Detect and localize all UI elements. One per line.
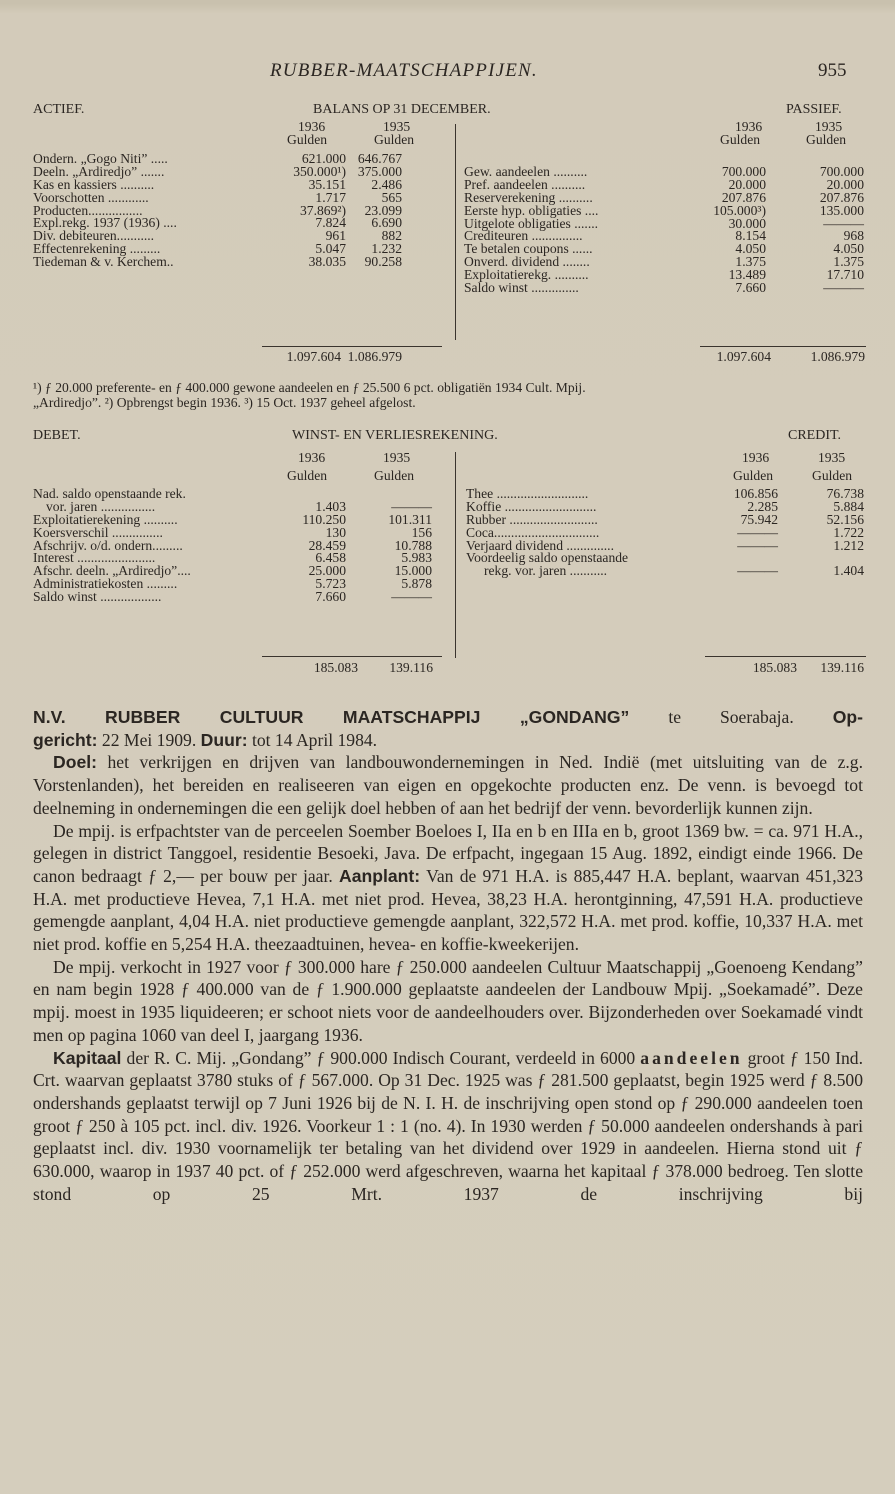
actief-labels — [33, 153, 177, 269]
debet-value-1935: 156 — [411, 524, 432, 540]
article-paragraph-founded: gericht: 22 Mei 1909. Duur: tot 14 April 1984. — [33, 729, 378, 750]
actief-label: Kas en kassiers .......... — [33, 176, 155, 192]
actief-value-1935: 375.000 — [357, 163, 402, 179]
article-paragraph-verkoop: De mpij. verkocht in 1927 voor ƒ 300.000 hare ƒ 250.000 aandeelen Cultuur Maatschappij „Goenoeng Kendang” en nam begin 1928 ƒ 400.000 van de ƒ 1.900.000 geplaatste aandeelen der Landbouw Mpij. „Soekamadé”. Deze mpij. moest in 1935 liquideeren; er schoot niets voor de aandeelhouders over. Bijzonderheden over Soekamadé vindt men op pagina 1060 van deel I, jaargang 1936. — [33, 956, 863, 1045]
balance-left-year2: 1935 — [383, 119, 411, 134]
passief-value-1935: ——— — [823, 215, 864, 231]
credit-1936-column — [700, 488, 778, 578]
credit-value-1936: 2.285 — [747, 498, 778, 514]
pl-left-heading: DEBET. — [33, 428, 81, 443]
balance-title: BALANS OP 31 DECEMBER. — [313, 102, 491, 117]
debet-label: Nad. saldo openstaande rek. — [33, 486, 186, 501]
article-paragraph-kapitaal: Kapitaal der R. C. Mij. „Gondang” ƒ 900.000 Indisch Courant, verdeeld in 6000 aandeelen groot ƒ 150 Ind. Crt. waarvan geplaatst 3780 stuks of ƒ 567.000. Op 31 Dec. 1925 was ƒ 281.500 geplaatst, begin 1925 werd ƒ 8.500 ondershands geplaatst terwijl op 7 Juni 1926 bij de N. I. H. de inschrijving open stond op ƒ 290.000 aandeelen toen groot ƒ 250 à 105 pct. incl. div. 1926. Voorkeur 1 : 1 (no. 4). In 1930 werden ƒ 50.000 aandeelen ondershands à pari geplaatst incl. div. 1930 voornamelijk ter betaling van het dividend over 1929 in aandeelen. Hierna stond uit ƒ 630.000, waarop in 1937 40 pct. of ƒ 252.000 werd afgeschreven, waarna het kapitaal ƒ 378.000 bedroeg. Ten slotte stond op 25 Mrt. 1937 de inschrijving bij — [33, 1047, 863, 1204]
passief-value-1936: 105.000³) — [713, 202, 766, 218]
passief-value-1936: 8.154 — [735, 228, 766, 244]
debet-label: Koersverschil ............... — [33, 524, 163, 540]
debet-value-1935: 101.311 — [388, 511, 432, 527]
pl-left-total-1936: 185.083 — [313, 660, 358, 675]
credit-1935-column — [800, 488, 864, 578]
credit-value-1935: 1.404 — [833, 563, 864, 579]
balance-left-unit1: Gulden — [287, 132, 328, 147]
actief-value-1935: 882 — [381, 228, 402, 244]
passief-value-1936: 13.489 — [728, 267, 766, 283]
debet-label: Interest ....................... — [33, 550, 156, 566]
pl-right-unit2: Gulden — [812, 468, 853, 483]
debet-value-1935: 15.000 — [394, 563, 432, 579]
balance-left-total-1935: 1.086.979 — [347, 349, 402, 364]
pl-right-total-rule — [705, 656, 866, 657]
actief-1935-column — [350, 153, 402, 269]
passief-label: Onverd. dividend ........ — [464, 254, 590, 270]
credit-value-1935: 1.722 — [833, 524, 864, 540]
pl-right-year1: 1936 — [742, 450, 770, 465]
actief-value-1935: 565 — [381, 189, 402, 205]
credit-value-1935: 5.884 — [833, 498, 864, 514]
credit-value-1935: 52.156 — [826, 511, 864, 527]
passief-value-1936: 700.000 — [721, 164, 766, 179]
pl-right-total-1936: 185.083 — [752, 660, 797, 675]
passief-value-1935: 4.050 — [833, 241, 864, 257]
passief-value-1935: 700.000 — [819, 164, 864, 179]
passief-label: Eerste hyp. obligaties .... — [464, 202, 599, 218]
debet-value-1936: 6.458 — [315, 550, 346, 566]
passief-label: Pref. aandeelen .......... — [464, 176, 586, 192]
balance-footnote-2: „Ardiredjo”. ²) Opbrengst begin 1936. ³) 15 Oct. 1937 geheel afgelost. — [33, 395, 416, 410]
actief-label: Voorschotten ............ — [33, 189, 149, 205]
passief-value-1935: 135.000 — [819, 202, 864, 218]
balance-left-unit2: Gulden — [374, 132, 415, 147]
pl-center-rule — [455, 452, 456, 658]
debet-value-1935: 10.788 — [394, 537, 432, 553]
credit-value-1936: ——— — [737, 524, 778, 540]
actief-label: Ondern. „Gogo Niti” ..... — [33, 151, 168, 166]
passief-label: Exploitatierekg. .......... — [464, 267, 589, 283]
balance-left-year1: 1936 — [298, 119, 326, 134]
article-paragraph-intro: N.V. RUBBER CULTUUR MAATSCHAPPIJ „GONDANG” te Soerabaja. Op- — [33, 707, 863, 727]
passief-label: Reserverekening .......... — [464, 189, 593, 205]
credit-value-1935: 76.738 — [826, 486, 864, 501]
credit-value-1936: 75.942 — [740, 511, 778, 527]
actief-value-1936: 37.869²) — [300, 202, 346, 218]
debet-1935-column — [350, 488, 432, 604]
balance-right-total-1935: 1.086.979 — [810, 349, 865, 364]
balance-right-total-rule — [700, 346, 866, 347]
pl-left-unit1: Gulden — [287, 468, 328, 483]
passief-value-1935: 207.876 — [819, 189, 864, 205]
actief-value-1936: 961 — [325, 228, 346, 244]
actief-label: Div. debiteuren........... — [33, 228, 155, 244]
article-paragraph-erfpacht: De mpij. is erfpachtster van de perceelen Soember Boeloes I, IIa en b en IIIa en b, groot 1369 bw. = ca. 971 H.A., gelegen in district Tanggoel, residentie Besoeki, Java. De erfpacht, ingegaan 15 Aug. 1892, eindigt einde 1966. De canon bedraagt ƒ 2,— per bouw per jaar. Aanplant: Van de 971 H.A. is 885,447 H.A. beplant, waarvan 451,323 H.A. met productieve Hevea, 7,1 H.A. met niet prod. Hevea, 38,23 H.A. herontginning, 47,591 H.A. productieve gemengde aanplant, 4,04 H.A. niet productieve gemengde aanplant, 322,572 H.A. met prod. koffie, 10,337 H.A. met niet prod. koffie en 5,254 H.A. theezaadtuinen, hevea- en koffie-kweekerijen. — [33, 820, 863, 955]
company-article — [33, 706, 863, 1205]
pl-title: WINST- EN VERLIESREKENING. — [292, 428, 498, 443]
passief-label: Gew. aandeelen .......... — [464, 164, 588, 179]
page-number: 955 — [818, 60, 847, 81]
debet-value-1936: 25.000 — [308, 563, 346, 579]
balance-right-unit1: Gulden — [720, 132, 761, 147]
balance-footnote-1: ¹) ƒ 20.000 preferente- en ƒ 400.000 gewone aandeelen en ƒ 25.500 6 pct. obligatiën 1934 Cult. Mpij. — [33, 380, 586, 395]
pl-left-year1: 1936 — [298, 450, 326, 465]
debet-value-1936: 28.459 — [308, 537, 346, 553]
credit-label: Thee ........................... — [466, 486, 589, 501]
debet-label: Afschrijv. o/d. ondern......... — [33, 537, 183, 553]
passief-value-1936: 30.000 — [728, 215, 766, 231]
passief-label: Crediteuren ............... — [464, 228, 583, 244]
passief-labels — [464, 166, 598, 295]
pl-right-heading: CREDIT. — [788, 428, 842, 443]
passief-value-1936: 207.876 — [721, 189, 766, 205]
company-name: N.V. RUBBER CULTUUR MAATSCHAPPIJ „GONDANG” — [33, 707, 630, 727]
passief-label: Saldo winst .............. — [464, 280, 579, 296]
debet-1936-column — [270, 488, 346, 604]
article-paragraph-doel: Doel: het verkrijgen en drijven van landbouwondernemingen in Ned. Indië (met uitsluiting van de z.g. Vorstenlanden), het bereiden en realiseeren van eigen en opgekochte producten enz. De venn. is bevoegd tot deelneming in ondernemingen die een gelijk doel hebben of aan het bedrijf der venn. bevorderlijk kunnen zijn. — [33, 752, 863, 818]
passief-value-1936: 4.050 — [735, 241, 766, 257]
passief-value-1935: 20.000 — [826, 176, 864, 192]
actief-label: Producten................ — [33, 202, 143, 218]
actief-value-1935: 6.690 — [371, 215, 402, 231]
passief-value-1935: ——— — [823, 280, 864, 296]
actief-1936-column — [270, 153, 346, 269]
credit-label: Coca............................... — [466, 524, 600, 540]
balance-left-total-rule — [262, 346, 442, 347]
credit-value-1936: ——— — [737, 563, 778, 579]
debet-value-1935: 5.983 — [401, 550, 432, 566]
passief-label: Te betalen coupons ...... — [464, 241, 593, 257]
credit-label: Koffie ........................... — [466, 498, 597, 514]
debet-label: Administratiekosten ......... — [33, 576, 178, 592]
passief-value-1936: 1.375 — [735, 254, 766, 270]
debet-value-1936: 110.250 — [302, 511, 346, 527]
debet-value-1936: 130 — [325, 524, 346, 540]
pl-right-year2: 1935 — [818, 450, 846, 465]
actief-value-1936: 7.824 — [315, 215, 346, 231]
passief-value-1935: 968 — [843, 228, 864, 244]
debet-value-1935: ——— — [391, 498, 432, 514]
actief-value-1936: 350.000¹) — [293, 163, 346, 179]
pl-right-total-1935: 139.116 — [820, 660, 864, 675]
pl-left-total-rule — [262, 656, 442, 657]
debet-label: Saldo winst .................. — [33, 589, 162, 605]
debet-value-1936: 5.723 — [315, 576, 346, 592]
balance-right-year2: 1935 — [815, 119, 843, 134]
passief-value-1935: 17.710 — [826, 267, 864, 283]
balance-left-heading: ACTIEF. — [33, 102, 85, 117]
passief-value-1935: 1.375 — [833, 254, 864, 270]
credit-value-1935: 1.212 — [833, 537, 864, 553]
pl-left-total-1935: 139.116 — [389, 660, 433, 675]
actief-label: Effectenrekening ......... — [33, 241, 161, 257]
actief-value-1936: 38.035 — [308, 254, 346, 270]
actief-value-1936: 1.717 — [315, 189, 346, 205]
actief-value-1935: 2.486 — [371, 176, 402, 192]
balance-right-unit2: Gulden — [806, 132, 847, 147]
passief-1935-column — [800, 166, 864, 295]
credit-value-1936: ——— — [737, 537, 778, 553]
credit-label: rekg. vor. jaren ........... — [484, 563, 608, 579]
actief-value-1935: 646.767 — [357, 151, 402, 166]
actief-value-1936: 621.000 — [301, 151, 346, 166]
actief-value-1935: 23.099 — [364, 202, 402, 218]
actief-label: Deeln. „Ardiredjo” ....... — [33, 163, 165, 179]
passief-value-1936: 20.000 — [728, 176, 766, 192]
debet-label: Afschr. deeln. „Ardiredjo”.... — [33, 563, 191, 579]
pl-left-unit2: Gulden — [374, 468, 415, 483]
balance-center-rule — [455, 124, 456, 340]
debet-label: Exploitatierekening .......... — [33, 511, 178, 527]
credit-label: Voordeelig saldo openstaande — [466, 550, 629, 566]
passief-1936-column — [690, 166, 766, 295]
credit-labels — [466, 488, 628, 578]
balance-right-heading: PASSIEF. — [786, 102, 842, 117]
passief-value-1936: 7.660 — [735, 280, 766, 296]
credit-value-1936: 106.856 — [733, 486, 778, 501]
debet-label: vor. jaren ................ — [46, 498, 156, 514]
debet-labels — [33, 488, 191, 604]
pl-left-year2: 1935 — [383, 450, 411, 465]
balance-right-year1: 1936 — [735, 119, 763, 134]
running-header-title: RUBBER-MAATSCHAPPIJEN. — [270, 60, 538, 81]
actief-value-1935: 90.258 — [364, 254, 402, 270]
debet-value-1935: 5.878 — [401, 576, 432, 592]
actief-value-1936: 5.047 — [315, 241, 346, 257]
actief-label: Expl.rekg. 1937 (1936) .... — [33, 215, 177, 231]
balance-right-total-1936: 1.097.604 — [716, 349, 771, 364]
debet-value-1936: 7.660 — [315, 589, 346, 605]
pl-right-unit1: Gulden — [733, 468, 774, 483]
debet-value-1936: 1.403 — [315, 498, 346, 514]
balance-left-total-1936: 1.097.604 — [286, 349, 341, 364]
actief-label: Tiedeman & v. Kerchem.. — [33, 254, 174, 270]
debet-value-1935: ——— — [391, 589, 432, 605]
passief-label: Uitgelote obligaties ....... — [464, 215, 599, 231]
actief-value-1936: 35.151 — [308, 176, 346, 192]
actief-value-1935: 1.232 — [371, 241, 402, 257]
credit-label: Verjaard dividend .............. — [466, 537, 614, 553]
credit-label: Rubber .......................... — [466, 511, 598, 527]
